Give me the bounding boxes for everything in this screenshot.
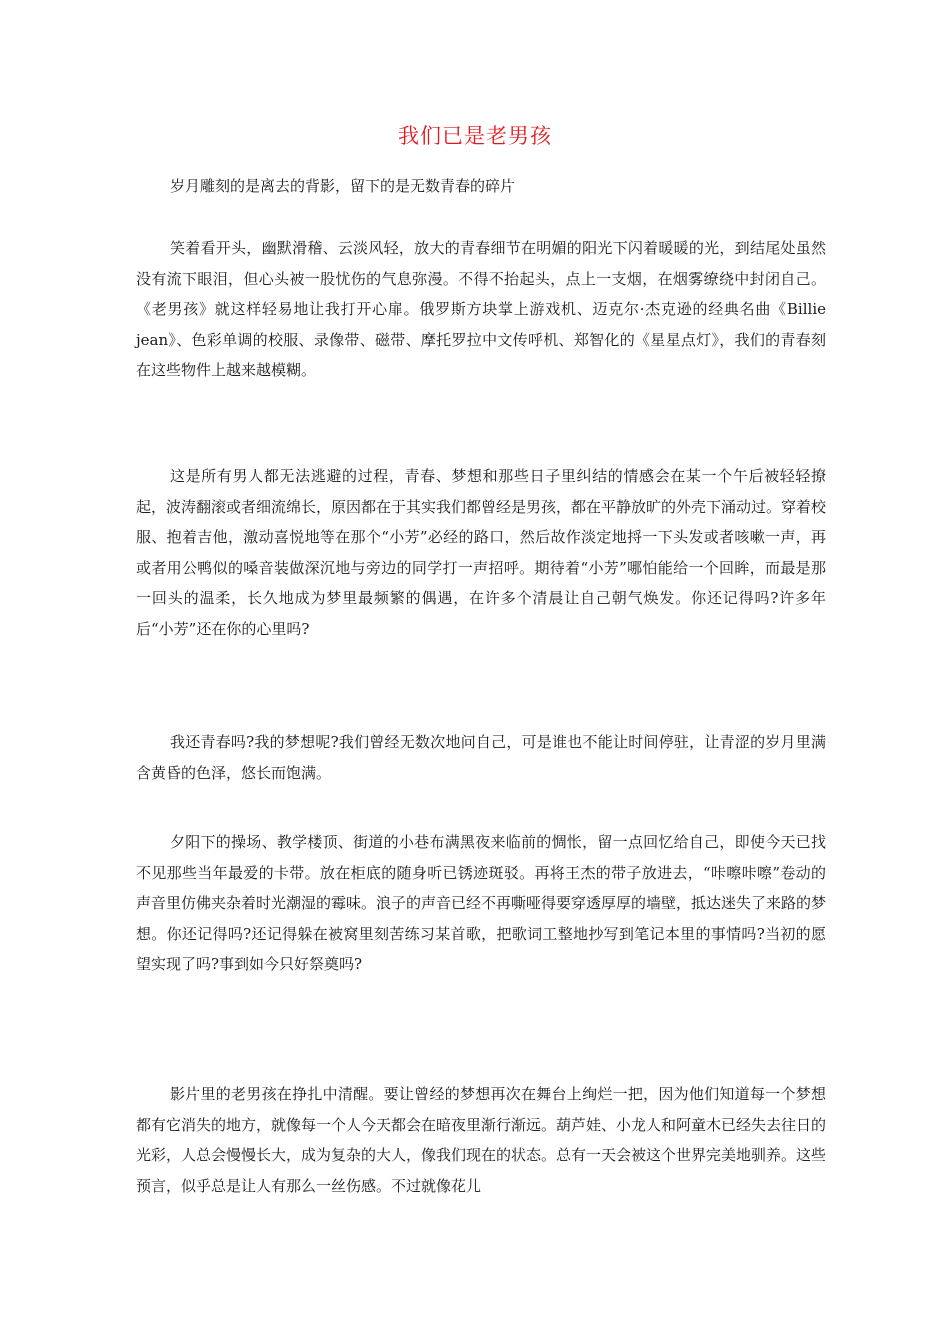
document-title: 我们已是老男孩: [398, 124, 552, 148]
paragraph-2: 这是所有男人都无法逃避的过程，青春、梦想和那些日子里纠结的情感会在某一个午后被轻轻撩起，波涛翻滚或者细流绵长，原因都在于其实我们都曾经是男孩，都在平静放旷的外壳下涌动过。穿着校服、抱着吉他，激动喜悦地等在那个“小芳”必经的路口，然后故作淡定地捋一下头发或者咳嗽一声，再或者用公鸭似的嗓音装做深沉地与旁边的同学打一声招呼。期待着“小芳”哪怕能给一个回眸，而最是那一回头的温柔，长久地成为梦里最频繁的偶遇，在许多个清晨让自己朝气焕发。你还记得吗?许多年后“小芳”还在你的心里吗?: [136, 467, 827, 638]
paragraph-3: 我还青春吗?我的梦想呢?我们曾经无数次地问自己，可是谁也不能让时间停驻，让青涩的岁月里满含黄昏的色泽，悠长而饱满。: [136, 733, 826, 782]
paragraph-4: 夕阳下的操场、教学楼顶、街道的小巷布满黑夜来临前的惆怅，留一点回忆给自己，即使今天已找不见那些当年最爱的卡带。放在柜底的随身听已锈迹斑驳。再将王杰的带子放进去，“咔嚓咔嚓”卷动的声音里仿佛夹杂着时光潮湿的霉味。浪子的声音已经不再嘶哑得要穿透厚厚的墙壁，抵达迷失了来路的梦想。你还记得吗?还记得躲在被窝里刻苦练习某首歌，把歌词工整地抄写到笔记本里的事情吗?当初的愿望实现了吗?事到如今只好祭奠吗?: [136, 833, 827, 974]
paragraph-1: 笑着看开头，幽默滑稽、云淡风轻，放大的青春细节在明媚的阳光下闪着暖暖的光，到结尾处虽然没有流下眼泪，但心头被一股忧伤的气息弥漫。不得不抬起头，点上一支烟，在烟雾缭绕中封闭自己。《老男孩》就这样轻易地让我打开心扉。俄罗斯方块掌上游戏机、迈克尔·杰克逊的经典名曲《Billie jean》、色彩单调的校服、录像带、磁带、摩托罗拉中文传呼机、郑智化的《星星点灯》，我们的青春刻在这些物件上越来越模糊。: [136, 239, 826, 380]
paragraph-5: 影片里的老男孩在挣扎中清醒。要让曾经的梦想再次在舞台上绚烂一把，因为他们知道每一个梦想都有它消失的地方，就像每一个人今天都会在暗夜里渐行渐远。葫芦娃、小龙人和阿童木已经失去往日的光彩，人总会慢慢长大，成为复杂的大人，像我们现在的状态。总有一天会被这个世界完美地驯养。这些预言，似乎总是让人有那么一丝伤感。不过就像花儿: [136, 1085, 827, 1195]
document-subtitle: 岁月雕刻的是离去的背影，留下的是无数青春的碎片: [170, 177, 516, 195]
